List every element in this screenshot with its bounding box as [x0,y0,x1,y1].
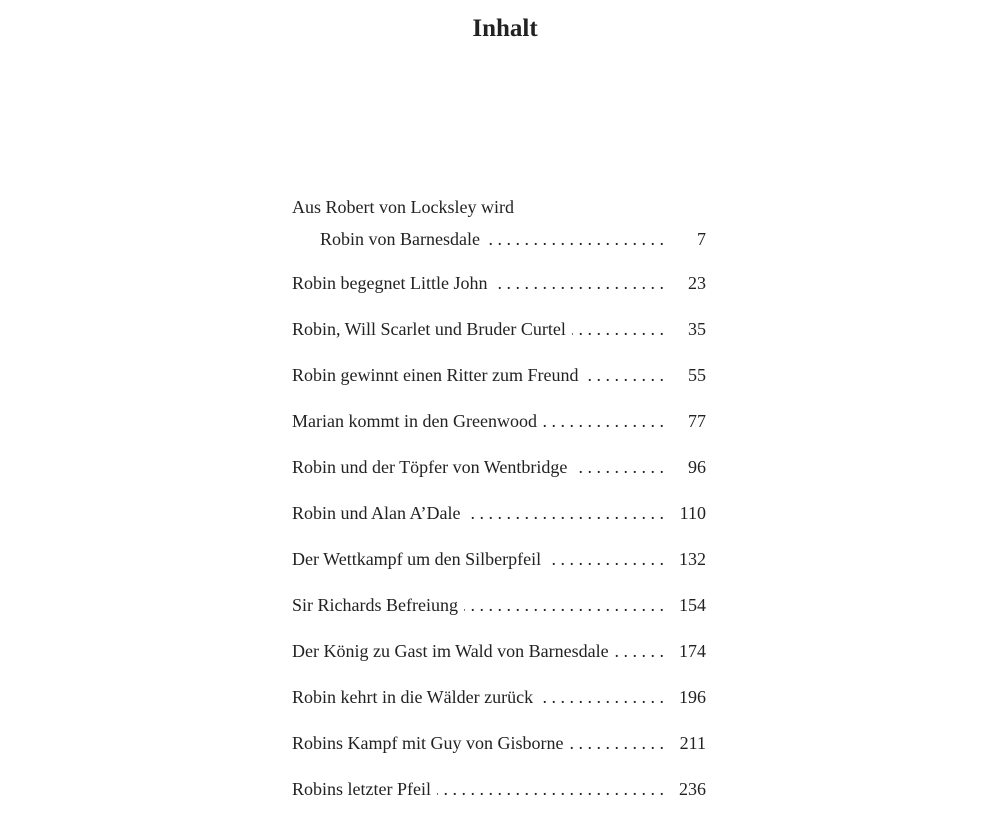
toc-entry-title-line1: Aus Robert von Locksley wird [292,197,514,217]
toc-entry[interactable] [292,588,706,634]
toc-entry[interactable] [292,680,706,726]
dot-leader [493,266,664,300]
toc-entry-title: Marian kommt in den Greenwood [292,411,537,431]
dot-leader [615,634,664,668]
dot-leader [437,772,664,806]
toc-entry-title: Robin gewinnt einen Ritter zum Freund [292,365,579,385]
toc-entry[interactable] [292,190,706,266]
toc-entry-title: Robin und der Töpfer von Wentbridge [292,457,568,477]
toc-entry-page-number: 96 [688,457,706,477]
dot-leader [539,680,664,714]
toc-entry-title: Robins letzter Pfeil [292,779,431,799]
dot-leader [486,224,664,254]
toc-entry[interactable] [292,266,706,312]
toc-entry-page-number: 7 [697,229,706,249]
toc-entry-page-number: 110 [679,503,706,523]
toc-entry-page-number: 236 [679,779,706,799]
toc-entry[interactable] [292,772,706,818]
dot-leader [543,404,664,438]
toc-entry-page-number: 77 [688,411,706,431]
dot-leader [467,496,665,530]
toc-entry[interactable] [292,726,706,772]
toc-entry-title: Robin, Will Scarlet und Bruder Curtel [292,319,566,339]
toc-entry-page-number: 35 [688,319,706,339]
toc-entry-title: Robin kehrt in die Wälder zurück [292,687,534,707]
toc-entry-title: Robin begegnet Little John [292,273,488,293]
toc-entry-title: Sir Richards Befreiung [292,595,458,615]
dot-leader [584,358,664,392]
dot-leader [570,726,665,760]
toc-entry-page-number: 154 [679,595,706,615]
toc-entry[interactable] [292,404,706,450]
toc-entry-page-number: 55 [688,365,706,385]
dot-leader [573,450,664,484]
toc-entry[interactable] [292,450,706,496]
dot-leader [572,312,664,346]
toc-entry-title: Robin und Alan A’Dale [292,503,461,523]
toc-entry[interactable] [292,634,706,680]
toc-entry[interactable] [292,496,706,542]
toc-entry[interactable] [292,358,706,404]
dot-leader [547,542,664,576]
toc-entry[interactable] [292,312,706,358]
toc-entry-page-number: 23 [688,273,706,293]
table-of-contents [292,190,706,818]
dot-leader [464,588,664,622]
toc-entry-page-number: 174 [679,641,706,661]
toc-entry-title: Robin von Barnesdale [320,229,480,249]
toc-entry-page-number: 196 [679,687,706,707]
toc-entry-title: Der Wettkampf um den Silberpfeil [292,549,542,569]
toc-entry-title: Der König zu Gast im Wald von Barnesdale [292,641,609,661]
toc-entry-page-number: 211 [679,733,706,753]
toc-entry-page-number: 132 [679,549,706,569]
toc-entry-title: Robins Kampf mit Guy von Gisborne [292,733,564,753]
toc-entry[interactable] [292,542,706,588]
page-title: Inhalt [472,14,538,42]
